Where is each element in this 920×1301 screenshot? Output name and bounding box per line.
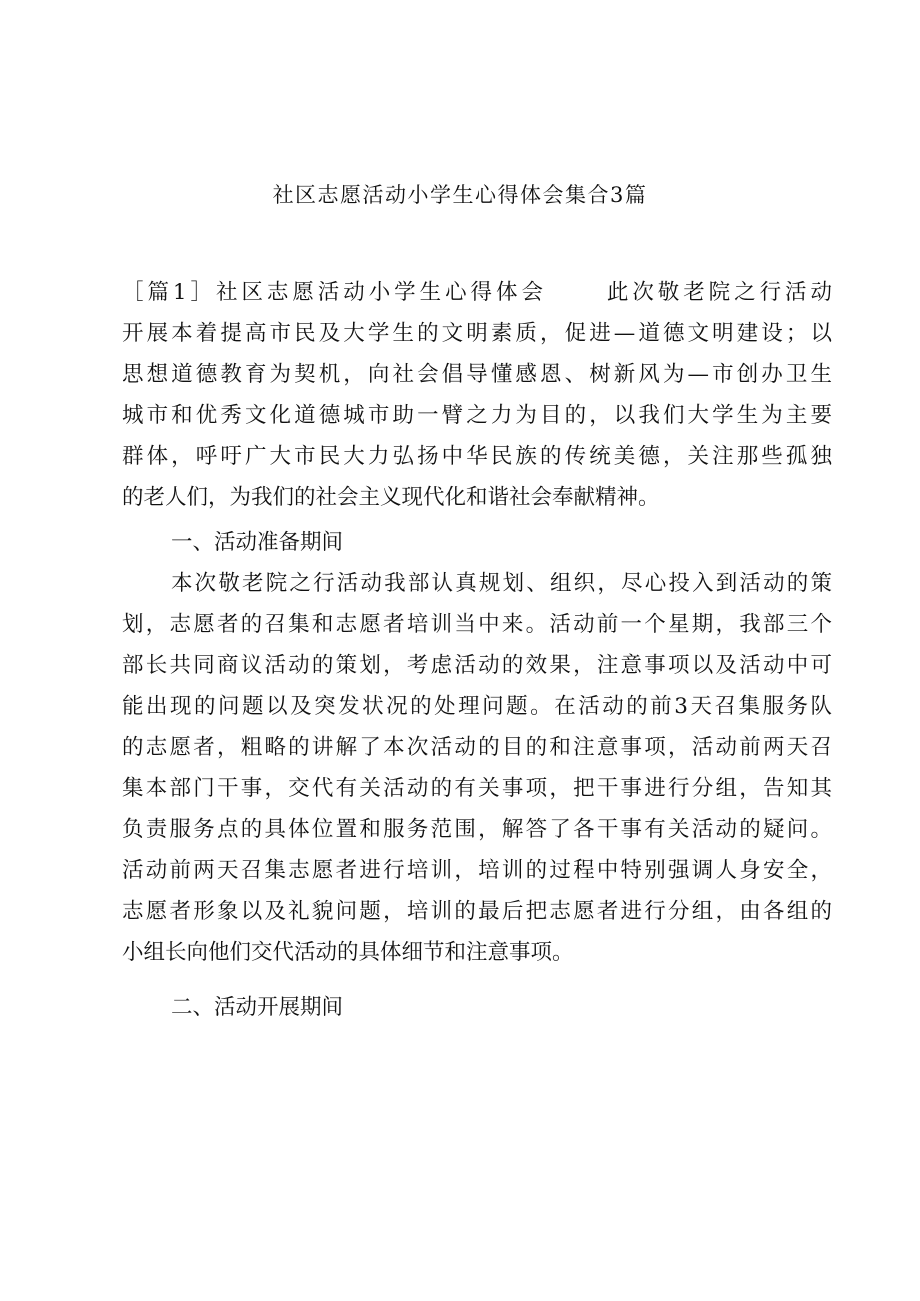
paragraph-line: 活动前两天召集志愿者进行培训，培训的过程中特别强调人身安全， [122,858,832,883]
paragraph-line: 能出现的问题以及突发状况的处理问题。在活动的前3天召集服务队 [122,694,832,719]
paragraph-line: 的老人们，为我们的社会主义现代化和谐社会奉献精神。 [122,485,660,510]
paragraph-line: 集本部门干事，交代有关活动的有关事项，把干事进行分组，告知其 [122,776,832,801]
paragraph-text: 此次敬老院之行活动 [602,280,832,305]
paragraph-line: 志愿者形象以及礼貌问题，培训的最后把志愿者进行分组，由各组的 [122,899,832,924]
document-body [122,272,832,1028]
paragraph-line: 小组长向他们交代活动的具体细节和注意事项。 [122,940,574,965]
paragraph-line [122,272,832,313]
paragraph-line: 城市和优秀文化道德城市助一臂之力为目的，以我们大学生为主要 [122,403,832,428]
paragraph-line: 部长共同商议活动的策划，考虑活动的效果，注意事项以及活动中可 [122,653,832,678]
document-title: 社区志愿活动小学生心得体会集合3篇 [272,183,648,207]
paragraph-line: 本次敬老院之行活动我部认真规划、组织，尽心投入到活动的策 [171,571,832,596]
paragraph-line: 负责服务点的具体位置和服务范围，解答了各干事有关活动的疑问。 [122,817,832,842]
paragraph-line: 开展本着提高市民及大学生的文明素质，促进—道德文明建设；以 [122,321,832,346]
article-label: ［篇1］社区志愿活动小学生心得体会 [122,280,547,305]
section-heading: 二、活动开展期间 [171,995,344,1020]
paragraph-line: 划，志愿者的召集和志愿者培训当中来。活动前一个星期，我部三个 [122,612,832,637]
paragraph-line: 的志愿者，粗略的讲解了本次活动的目的和注意事项，活动前两天召 [122,735,832,760]
paragraph-line: 群体，呼吁广大市民大力弘扬中华民族的传统美德，关注那些孤独 [122,444,832,469]
paragraph-line: 思想道德教育为契机，向社会倡导懂感恩、树新风为—市创办卫生 [122,362,832,387]
section-heading: 一、活动准备期间 [171,530,344,555]
